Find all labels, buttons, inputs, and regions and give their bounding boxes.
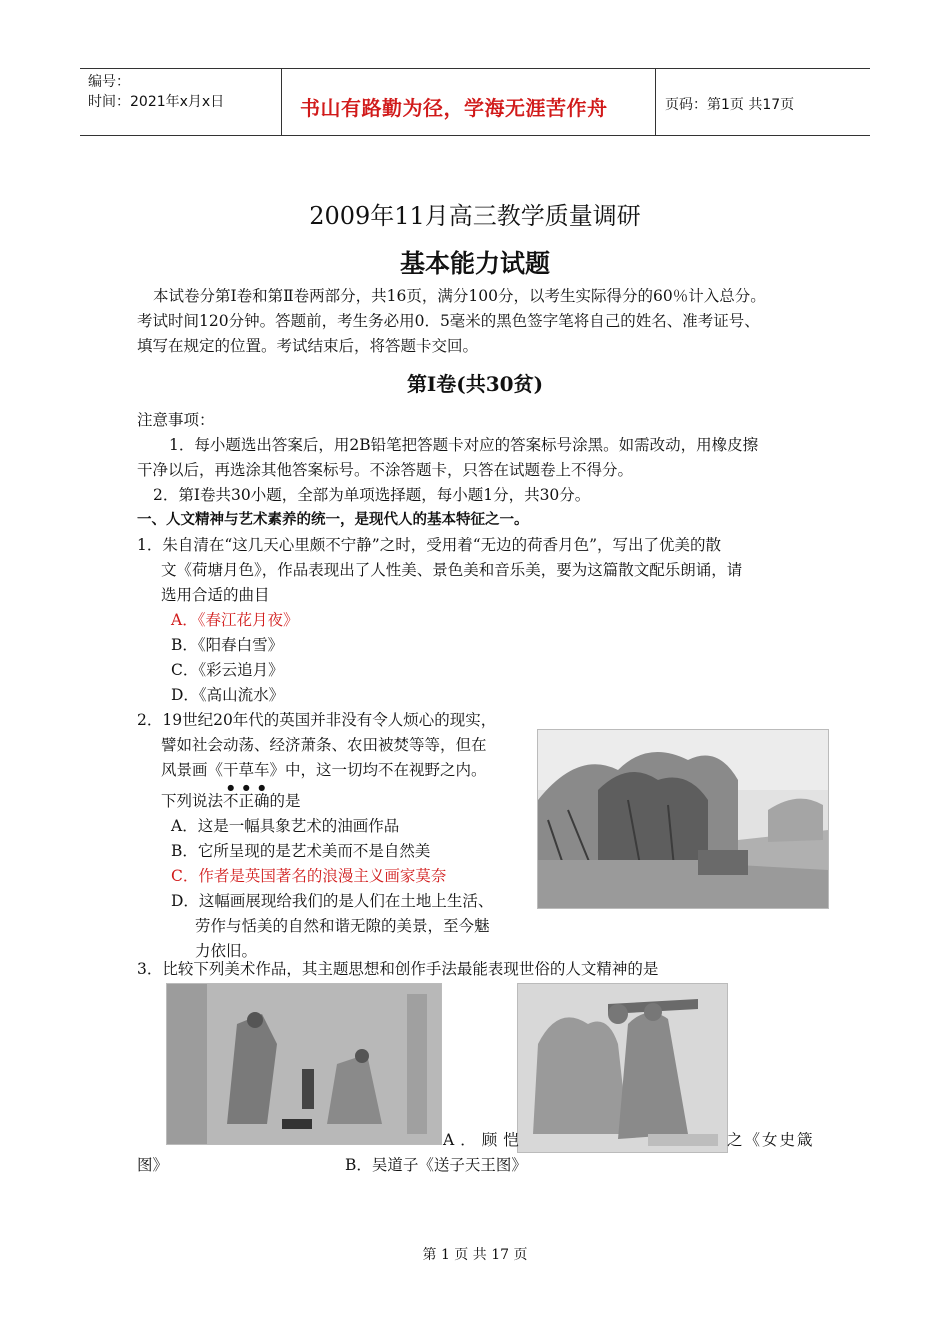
- page-title: 2009年11月高三教学质量调研: [309, 202, 641, 230]
- q3-option-a-part1: A．顾恺: [443, 1131, 525, 1149]
- q1-line-2: 文《荷塘月色》，作品表现出了人性美、景色美和音乐美，要为这篇散文配乐朗诵，请: [161, 561, 743, 579]
- header-bottom-rule: [80, 135, 870, 136]
- q2-option-a: A．这是一幅具象艺术的油画作品: [171, 817, 400, 835]
- notice-label: 注意事项：: [137, 411, 215, 429]
- hay-wain-painting-image: [537, 729, 829, 909]
- header-top-rule: [80, 68, 870, 69]
- header-divider-1: [281, 68, 282, 135]
- q3-option-b: B．吴道子《送子天王图》: [345, 1156, 527, 1174]
- hay-wain-illustration: [538, 730, 828, 908]
- header-left: [88, 72, 224, 112]
- nushi-zhen-illustration: [167, 984, 441, 1144]
- header-number: 编号：: [88, 74, 130, 90]
- page-footer: 第 1 页 共 17 页: [422, 1247, 528, 1263]
- q1-line-1: 1．朱自清在“这几天心里颇不宁静”之时，受用着“无边的荷香月色”，写出了优美的散: [137, 536, 722, 554]
- question-3: [137, 957, 837, 982]
- q2-line-1: 2．19世纪20年代的英国并非没有令人烦心的现实，: [137, 711, 497, 729]
- q2-line-4-post: 的是: [269, 792, 301, 810]
- intro-line-2: 考试时间120分钟。答题前，考生务必用0．5毫米的黑色签字笔将自己的姓名、准考证号、: [137, 312, 760, 330]
- q2-line-4-pre: 下列说法: [161, 792, 224, 810]
- header-time: 时间：2021年x月x日: [88, 94, 225, 110]
- intro-line-3: 填写在规定的位置。考试结束后，将答题卡交回。: [137, 337, 479, 355]
- notices: [137, 408, 837, 533]
- q1-line-3: 选用合适的曲目: [161, 586, 270, 604]
- header-divider-2: [655, 68, 656, 135]
- q2-option-d: D．这幅画展现给我们的是人们在土地上生活、: [171, 892, 494, 910]
- q2-line-2: 譬如社会动荡、经济萧条、农田被焚等等，但在: [161, 736, 487, 754]
- q2-option-d-cont-2: 力依旧。: [195, 942, 258, 960]
- q1-option-b: B．《阳春白雪》: [171, 636, 284, 654]
- q3-option-a-part3: 图》: [137, 1156, 169, 1174]
- notice-line-2: 干净以后，再选涂其他答案标号。不涂答题卡，只答在试题卷上不得分。: [137, 461, 634, 479]
- page-subtitle: 基本能力试题: [399, 249, 550, 278]
- q1-option-a: A．《春江花月夜》: [171, 611, 299, 629]
- intro-line-1: 本试卷分第Ⅰ卷和第Ⅱ卷两部分，共16页，满分100分，以考生实际得分的60％计入总分。: [153, 287, 766, 305]
- question-2: [137, 708, 557, 964]
- nushi-zhen-painting-image: [166, 983, 442, 1145]
- q2-option-c: C．作者是英国著名的浪漫主义画家莫奈: [171, 867, 447, 885]
- q3-option-a-part2: 之《女史箴: [727, 1131, 815, 1149]
- q2-line-3: 风景画《干草车》中，这一切均不在视野之内。: [161, 761, 487, 779]
- q2-line-4: [137, 783, 557, 814]
- section-title: 第Ⅰ卷(共30贫): [406, 372, 544, 396]
- q1-option-d: D．《高山流水》: [171, 686, 285, 704]
- songzi-tianwang-illustration: [518, 984, 727, 1152]
- notice-line-1: 1．每小题选出答案后，用2B铅笔把答题卡对应的答案标号涂黑。如需改动，用橡皮擦: [169, 436, 759, 454]
- q2-option-d-cont-1: 劳作与恬美的自然和谐无隙的美景，至今魅: [195, 917, 490, 935]
- q3-line: 3．比较下列美术作品，其主题思想和创作手法最能表现世俗的人文精神的是: [137, 960, 659, 978]
- q2-line-4-emphasis: 不正确: [223, 792, 270, 810]
- q2-option-b: B．它所呈现的是艺术美而不是自然美: [171, 842, 431, 860]
- notice-line-3: 2．第Ⅰ卷共30小题，全部为单项选择题，每小题1分，共30分。: [153, 486, 591, 504]
- part-heading: 一、人文精神与艺术素养的统一，是现代人的基本特征之一。: [137, 512, 529, 528]
- header-motto: 书山有路勤为径，学海无涯苦作舟: [300, 96, 608, 120]
- question-1: [137, 533, 837, 708]
- intro: [137, 284, 837, 359]
- q1-option-c: C．《彩云追月》: [171, 661, 284, 679]
- songzi-tianwang-painting-image: [517, 983, 728, 1153]
- header-page: 页码：第1页 共17页: [665, 97, 795, 113]
